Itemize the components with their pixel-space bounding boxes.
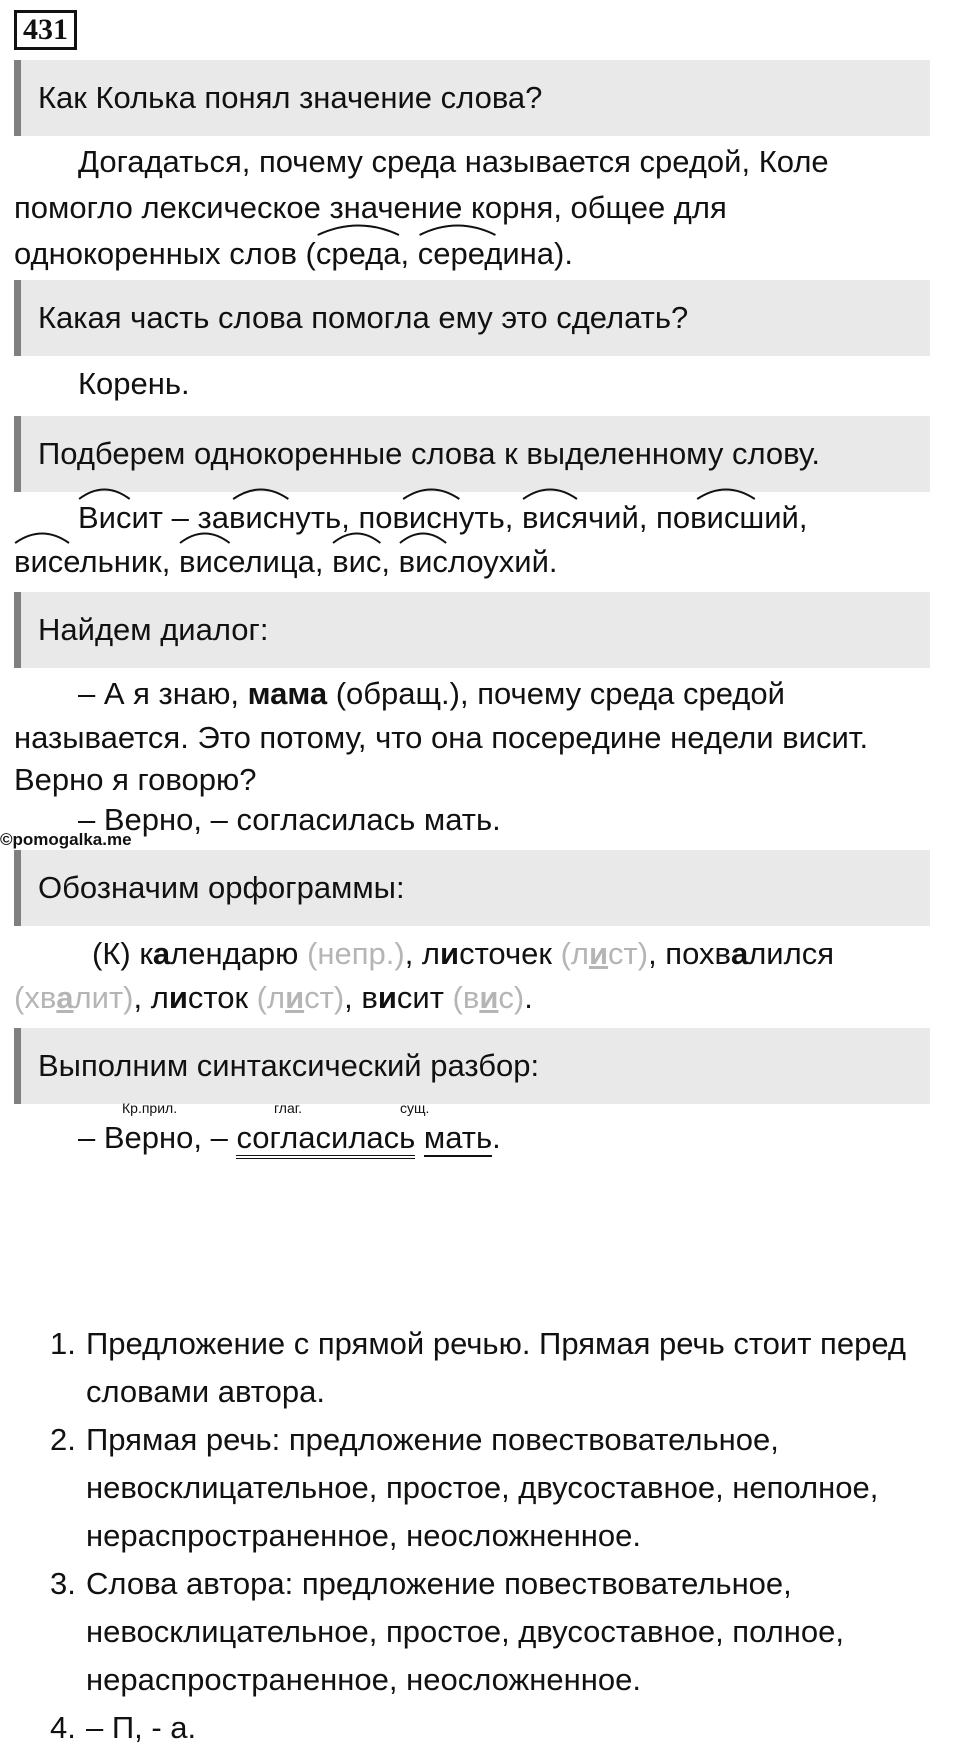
answer3-line2: висельник, виселица, вис, вислоухий. bbox=[14, 544, 558, 580]
answer1-line1: Догадаться, почему среда называется средой, Коле bbox=[78, 144, 829, 179]
dialog-line2: называется. Это потому, что она посередине недели висит. bbox=[14, 720, 869, 755]
root-word: вис bbox=[332, 544, 381, 580]
root-arc-icon bbox=[418, 222, 497, 236]
root-word: повиснуть bbox=[358, 500, 504, 536]
orthogram-line1: (К) календарю (непр.), листочек (лист), похвалился bbox=[92, 936, 834, 971]
root-arc-icon bbox=[316, 222, 401, 236]
answer3-line1: Висит – зависнуть, повиснуть, висячий, повисший, bbox=[78, 500, 808, 536]
dialog-line4: – Верно, – согласилась мать. bbox=[78, 802, 501, 837]
pos-label: сущ. bbox=[400, 1100, 430, 1116]
root-arc-icon bbox=[522, 486, 578, 500]
address-word: мама bbox=[247, 676, 328, 711]
orthogram-line2: (хвалит), листок (лист), висит (вис). bbox=[14, 980, 533, 1015]
question-1: Как Колька понял значение слова? bbox=[14, 60, 930, 136]
root-word: вислоухий bbox=[399, 544, 549, 580]
root-arc-icon bbox=[332, 530, 381, 544]
list-item: 1. Предложение с прямой речью. Прямая речь стоит перед словами автора. bbox=[50, 1326, 906, 1409]
answer1-line2: помогло лексическое значение корня, общее для bbox=[14, 190, 727, 225]
pos-label: глаг. bbox=[274, 1100, 303, 1116]
root-word: виселица bbox=[179, 544, 315, 580]
list-item: 4. – П, - а. bbox=[50, 1710, 197, 1745]
root-word: зависнуть bbox=[197, 500, 341, 536]
watermark: ©pomogalka.me bbox=[0, 830, 132, 849]
question-6: Выполним синтаксический разбор: bbox=[14, 1028, 930, 1104]
question-3: Подберем однокоренные слова к выделенному слову. bbox=[14, 416, 930, 492]
question-4: Найдем диалог: bbox=[14, 592, 930, 668]
answer1-line3: однокоренных слов ( среда, середина). bbox=[14, 236, 573, 272]
root-arc-icon bbox=[232, 486, 289, 500]
root-word: середина bbox=[418, 236, 554, 272]
root-arc-icon bbox=[399, 530, 447, 544]
root-word: висельник bbox=[14, 544, 162, 580]
list-item: 2. Прямая речь: предложение повествовательное, невосклицательное, простое, двусоставное, неполное, нераспространенное, неосложненное. bbox=[50, 1422, 879, 1553]
answer1-text: однокоренных слов ( bbox=[14, 236, 316, 271]
root-arc-icon bbox=[14, 530, 70, 544]
root-word: Висит bbox=[78, 500, 163, 536]
dialog-line3: Верно я говорю? bbox=[14, 762, 257, 797]
answer2: Корень. bbox=[78, 366, 190, 401]
pos-label: Кр.прил. bbox=[122, 1100, 178, 1116]
root-word: среда bbox=[316, 236, 401, 272]
root-word: повисший bbox=[656, 500, 799, 536]
question-2: Какая часть слова помогла ему это сделать? bbox=[14, 280, 930, 356]
predicate: согласилась bbox=[236, 1120, 415, 1159]
root-arc-icon bbox=[402, 486, 461, 500]
root-arc-icon bbox=[179, 530, 231, 544]
list-item: 3. Слова автора: предложение повествовательное, невосклицательное, простое, двусоставное, полное, нераспространенное, неосложненное. bbox=[50, 1566, 844, 1697]
analysis-list bbox=[0, 1320, 936, 1752]
analysis-sentence: – Верно, – согласилась мать. bbox=[78, 1120, 501, 1156]
subject: мать bbox=[423, 1120, 493, 1155]
root-word: висячий bbox=[522, 500, 639, 536]
root-arc-icon bbox=[696, 486, 756, 500]
dialog-line1: – А я знаю, мама (обращ.), почему среда средой bbox=[78, 676, 785, 711]
root-arc-icon bbox=[78, 486, 131, 500]
task-number: 431 bbox=[14, 10, 77, 50]
question-5: Обозначим орфограммы: bbox=[14, 850, 930, 926]
